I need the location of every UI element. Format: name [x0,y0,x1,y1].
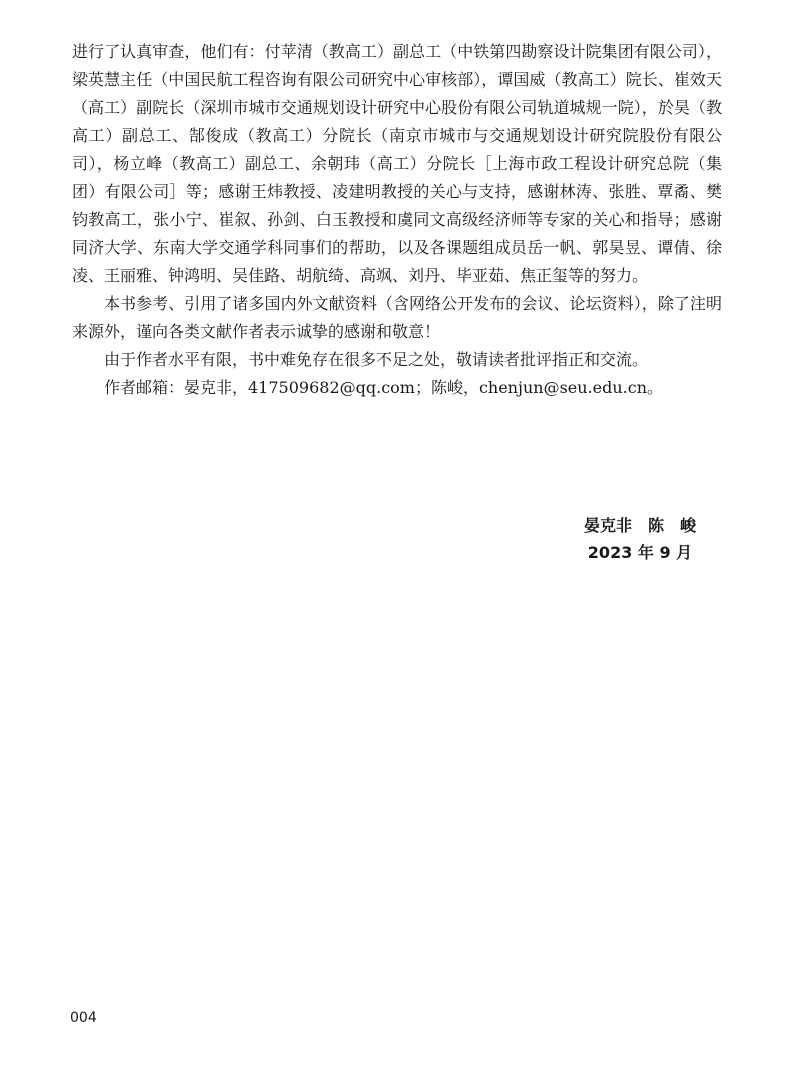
limitations-paragraph: 由于作者水平有限，书中难免存在很多不足之处，敬请读者批评指正和交流。 [104,350,649,369]
signature-block [540,512,740,566]
signature-date: 2023 年 9 月 [587,543,693,562]
body-text [72,38,722,402]
author-email-paragraph: 作者邮箱：晏克非，417509682@qq.com；陈峻，chenjun@seu.edu.cn。 [104,378,664,397]
page-number: 004 [70,1010,97,1026]
references-paragraph: 本书参考、引用了诸多国内外文献资料（含网络公开发布的会议、论坛资料），除了注明来源外，谨向各类文献作者表示诚挚的感谢和敬意！ [72,294,722,341]
acknowledgement-paragraph: 进行了认真审查，他们有：付苹清（教高工）副总工（中铁第四勘察设计院集团有限公司），梁英慧主任（中国民航工程咨询有限公司研究中心审核部），谭国威（教高工）院长、崔效天（高工）副院长（深圳市城市交通规划设计研究中心股份有限公司轨道城规一院），於昊（教高工）副总工、郜俊成（教高工）分院长（南京市城市与交通规划设计研究院股份有限公司），杨立峰（教高工）副总工、余朝玮（高工）分院长［上海市政工程设计研究总院（集团）有限公司］等；感谢王炜教授、凌建明教授的关心与支持，感谢林涛、张胜、覃矞、樊钧教高工，张小宁、崔叙、孙剑、白玉教授和虞同文高级经济师等专家的关心和指导；感谢同济大学、东南大学交通学科同事们的帮助，以及各课题组成员岳一帆、郭昊昱、谭倩、徐凌、王丽雅、钟鸿明、吴佳路、胡航绮、高飒、刘丹、毕亚茹、焦正玺等的努力。 [72,42,722,285]
signature-authors: 晏克非 陈 峻 [583,516,696,535]
